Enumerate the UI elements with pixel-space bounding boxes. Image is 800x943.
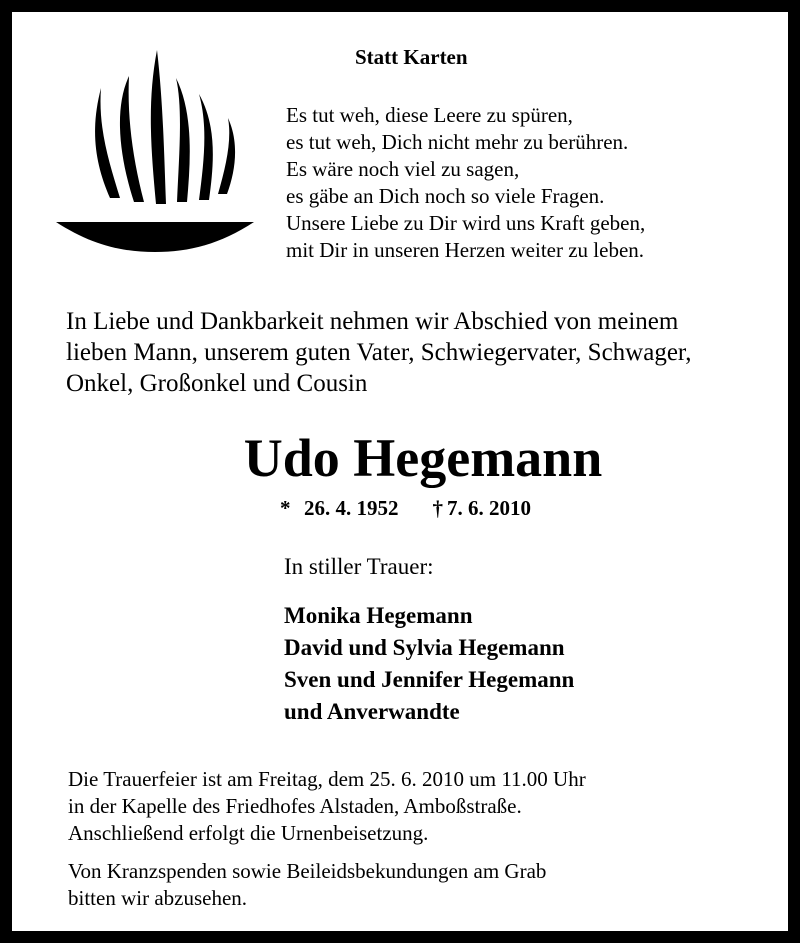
death-symbol: † (432, 496, 443, 520)
header-title: Statt Karten (355, 45, 468, 69)
life-dates (280, 496, 531, 521)
poem-line: Unsere Liebe zu Dir wird uns Kraft geben, (286, 211, 646, 235)
poem-line: mit Dir in unseren Herzen weiter zu leben. (286, 238, 645, 262)
poem-line: Es tut weh, diese Leere zu spüren, (286, 103, 573, 127)
donation-line: Von Kranzspenden sowie Beileidsbekundungen am Grab (68, 859, 547, 883)
mourner-name: und Anverwandte (284, 699, 460, 724)
intro-text (66, 306, 781, 399)
service-line: in der Kapelle des Friedhofes Alstaden, Amboßstraße. (68, 794, 522, 818)
birth-symbol: * (280, 496, 291, 520)
mourner-name: Sven und Jennifer Hegemann (284, 667, 575, 692)
intro-line: In Liebe und Dankbarkeit nehmen wir Abschied von meinem (66, 308, 679, 335)
donation-line: bitten wir abzusehen. (68, 886, 248, 910)
poem-line: es gäbe an Dich noch so viele Fragen. (286, 184, 605, 208)
poem-line: es tut weh, Dich nicht mehr zu berühren. (286, 130, 629, 154)
mourner-name: David und Sylvia Hegemann (284, 635, 565, 660)
service-line: Anschließend erfolgt die Urnenbeisetzung. (68, 821, 429, 845)
birth-date: 26. 4. 1952 (304, 496, 399, 520)
mourner-name: Monika Hegemann (284, 603, 473, 628)
flame-bowl-icon (48, 46, 260, 258)
intro-line: Onkel, Großonkel und Cousin (66, 370, 368, 397)
intro-line: lieben Mann, unserem guten Vater, Schwiegervater, Schwager, (66, 339, 692, 366)
mourner-list (284, 600, 574, 728)
service-info (68, 766, 586, 847)
death-date: 7. 6. 2010 (447, 496, 531, 520)
service-line: Die Trauerfeier ist am Freitag, dem 25. 6. 2010 um 11.00 Uhr (68, 767, 586, 791)
poem (286, 102, 645, 264)
poem-line: Es wäre noch viel zu sagen, (286, 157, 520, 181)
donation-note (68, 858, 546, 912)
mourning-label: In stiller Trauer: (284, 554, 434, 579)
deceased-name: Udo Hegemann (243, 428, 603, 488)
